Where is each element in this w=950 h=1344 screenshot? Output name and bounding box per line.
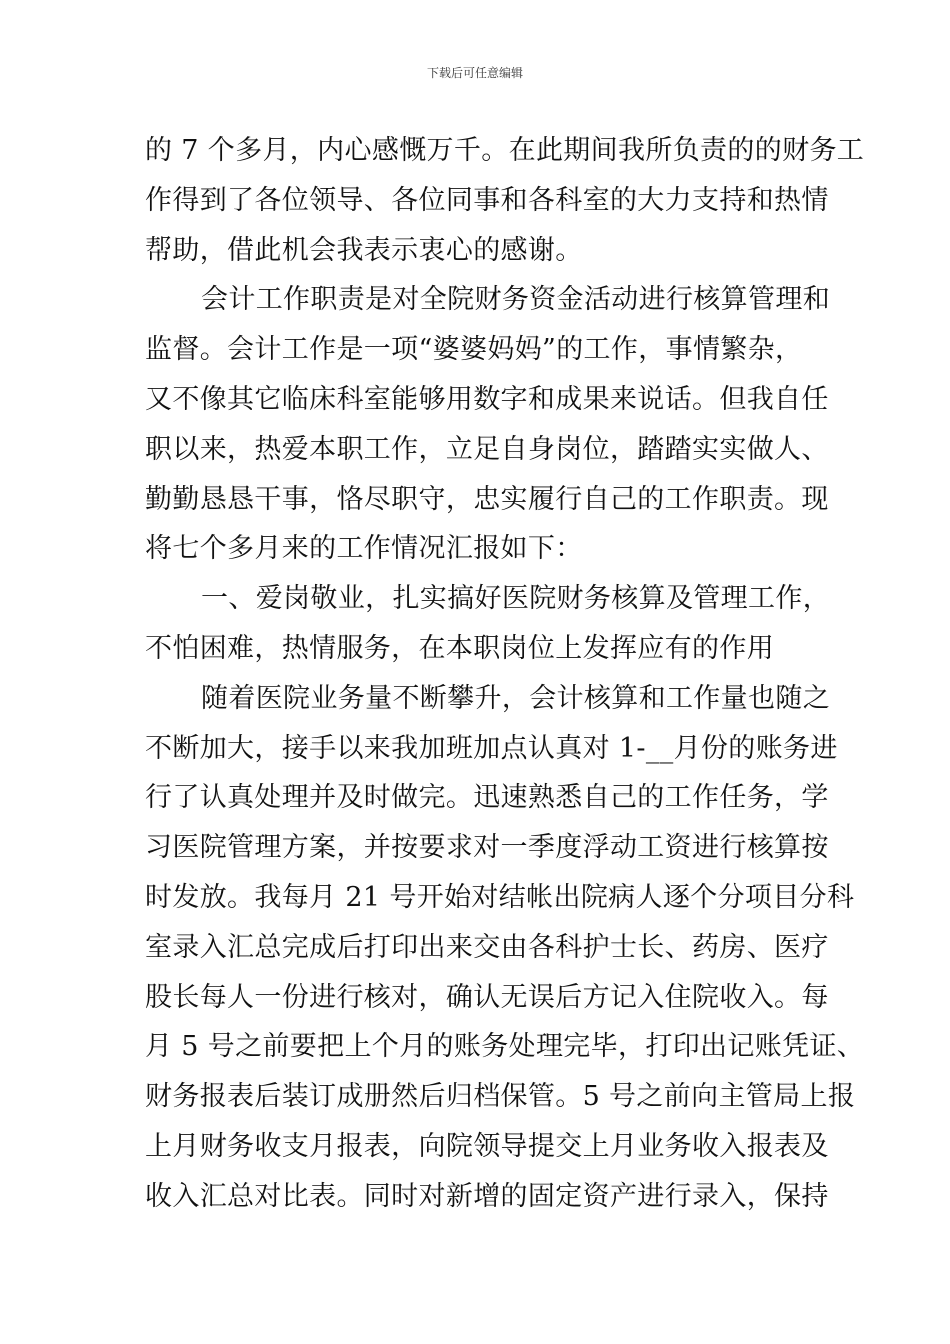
body-text xyxy=(145,126,865,1222)
text-line: 职以来，热爱本职工作，立足自身岗位，踏踏实实做人、 xyxy=(145,433,829,465)
text-line: 帮助，借此机会我表示衷心的感谢。 xyxy=(145,234,583,266)
text-line: 随着医院业务量不断攀升，会计核算和工作量也随之 xyxy=(201,682,831,714)
text-line: 作得到了各位领导、各位同事和各科室的大力支持和热情 xyxy=(145,184,829,216)
text-line: 上月财务收支月报表，向院领导提交上月业务收入报表及 xyxy=(145,1130,829,1162)
text-line: 将七个多月来的工作情况汇报如下： xyxy=(145,533,583,565)
text-line: 时发放。我每月 21 号开始对结帐出院病人逐个分项目分科 xyxy=(145,881,855,913)
text-line: 月 5 号之前要把上个月的账务处理完毕，打印出记账凭证、 xyxy=(145,1031,865,1063)
text-line: 收入汇总对比表。同时对新增的固定资产进行录入，保持 xyxy=(145,1180,829,1212)
text-line: 不怕困难，热情服务，在本职岗位上发挥应有的作用 xyxy=(145,632,775,664)
text-line: 习医院管理方案，并按要求对一季度浮动工资进行核算按 xyxy=(145,832,829,864)
text-line: 监督。会计工作是一项“婆婆妈妈”的工作，事情繁杂， xyxy=(145,334,803,366)
text-line: 行了认真处理并及时做完。迅速熟悉自己的工作任务，学 xyxy=(145,782,829,814)
text-line: 会计工作职责是对全院财务资金活动进行核算管理和 xyxy=(201,284,831,316)
text-line: 又不像其它临床科室能够用数字和成果来说话。但我自任 xyxy=(145,383,829,415)
text-line: 的 7 个多月，内心感慨万千。在此期间我所负责的的财务工 xyxy=(145,135,865,166)
text-line: 一、爱岗敬业，扎实搞好医院财务核算及管理工作， xyxy=(201,583,831,615)
text-line: 股长每人一份进行核对，确认无误后方记入住院收入。每 xyxy=(145,981,829,1013)
text-line: 室录入汇总完成后打印出来交由各科护士长、药房、医疗 xyxy=(145,931,829,963)
header-note: 下载后可任意编辑 xyxy=(426,66,523,80)
text-line: 不断加大，接手以来我加班加点认真对 1-__月份的账务进 xyxy=(145,732,838,764)
text-line: 勤勤恳恳干事，恪尽职守，忠实履行自己的工作职责。现 xyxy=(145,483,829,515)
text-line: 财务报表后装订成册然后归档保管。5 号之前向主管局上报 xyxy=(145,1081,856,1113)
